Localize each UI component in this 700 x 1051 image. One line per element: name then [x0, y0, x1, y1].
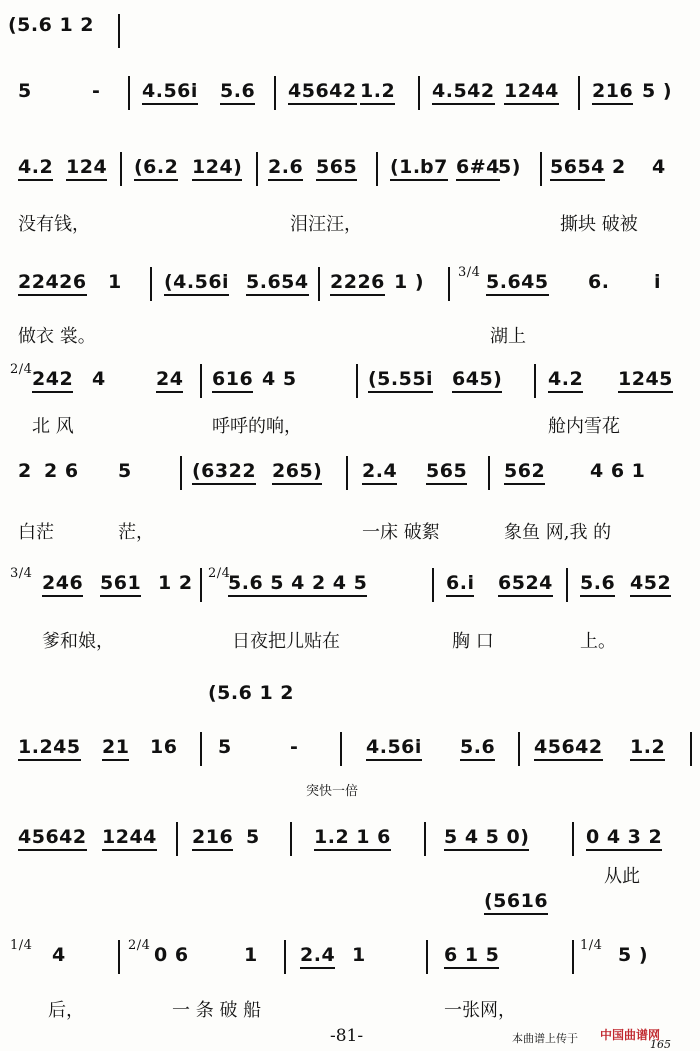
lyric-text: 象鱼 网,我 的 — [504, 522, 612, 543]
note-cell: 6524 — [498, 572, 553, 597]
note-cell: - — [290, 736, 299, 758]
note-cell: 645) — [452, 368, 502, 393]
barline — [120, 152, 122, 186]
note-cell: (6.2 — [134, 156, 178, 181]
barline — [256, 152, 258, 186]
lyric-text: 茫， — [118, 522, 154, 543]
note-cell: 5.654 — [246, 271, 309, 296]
barline — [150, 267, 152, 301]
note-cell: 265) — [272, 460, 322, 485]
note-cell: 5 ) — [618, 944, 649, 966]
lyric-text: 上。 — [580, 631, 616, 652]
barline — [540, 152, 542, 186]
note-cell: 242 — [32, 368, 73, 393]
barline — [578, 76, 580, 110]
note-cell: 6. — [588, 271, 610, 293]
lyric-text: 爹和娘， — [42, 631, 114, 652]
time-signature: 2/4 — [128, 938, 151, 953]
note-cell: 4.542 — [432, 80, 495, 105]
note-cell: 45642 — [18, 826, 87, 851]
note-cell: 4 5 — [262, 368, 297, 390]
note-cell: 2 6 — [44, 460, 79, 482]
lyric-text: 呼呼的响， — [212, 416, 302, 437]
note-cell: 216 — [592, 80, 633, 105]
time-signature: 1/4 — [10, 938, 33, 953]
note-cell: 562 — [504, 460, 545, 485]
note-cell: 0 6 — [154, 944, 189, 966]
note-cell: 2226 — [330, 271, 385, 296]
note-cell: (5.6 1 2 — [208, 682, 295, 704]
note-cell: 124) — [192, 156, 242, 181]
note-cell: 1 ) — [394, 271, 425, 293]
barline — [448, 267, 450, 301]
note-cell: (6322 — [192, 460, 256, 485]
barline — [340, 732, 342, 766]
barline — [432, 568, 434, 602]
lyric-text: 白茫 — [18, 522, 54, 543]
lyric-text: 一张网， — [444, 1000, 516, 1021]
barline — [376, 152, 378, 186]
note-cell: (5.6 1 2 — [8, 14, 95, 36]
barline — [180, 456, 182, 490]
note-cell: 1244 — [102, 826, 157, 851]
note-cell: 22426 — [18, 271, 87, 296]
page-footer — [0, 1026, 700, 1051]
note-cell: 4.56i — [366, 736, 422, 761]
barline — [118, 940, 120, 974]
note-cell: 5 — [246, 826, 260, 848]
lyric-text: 北 风 — [32, 416, 74, 437]
lyric-text: 湖上 — [490, 326, 526, 347]
time-signature: 2/4 — [208, 566, 231, 581]
note-cell: 216 — [192, 826, 233, 851]
note-cell: 5.6 — [220, 80, 255, 105]
note-cell: 452 — [630, 572, 671, 597]
barline — [572, 822, 574, 856]
lyric-text: 胸 口 — [452, 631, 494, 652]
barline — [566, 568, 568, 602]
note-cell: 5 ) — [642, 80, 673, 102]
note-cell: 5) — [498, 156, 521, 178]
note-cell: 6 1 5 — [444, 944, 499, 969]
note-cell: 4.2 — [18, 156, 53, 181]
lyric-text: 后， — [48, 1000, 84, 1021]
note-cell: 45642 — [288, 80, 357, 105]
time-signature: 3/4 — [10, 566, 33, 581]
note-cell: 2 — [18, 460, 32, 482]
note-cell: 0 4 3 2 — [586, 826, 662, 851]
note-cell: 1245 — [618, 368, 673, 393]
tempo-cue: 突快一倍 — [306, 784, 359, 799]
note-cell: (5616 — [484, 890, 548, 915]
note-cell: 4 — [92, 368, 106, 390]
time-signature: 3/4 — [458, 265, 481, 280]
note-cell: 4 — [52, 944, 66, 966]
barline — [356, 364, 358, 398]
note-cell: 5654 — [550, 156, 605, 181]
note-cell: 1 — [244, 944, 258, 966]
upload-credit: 本曲谱上传于 — [512, 1032, 578, 1045]
note-cell: 1.2 — [360, 80, 395, 105]
barline — [128, 76, 130, 110]
note-cell: 565 — [316, 156, 357, 181]
note-cell: 1 — [108, 271, 122, 293]
note-cell: (5.55i — [368, 368, 433, 393]
note-cell: 4 — [652, 156, 666, 178]
barline — [424, 822, 426, 856]
note-cell: 5.6 — [460, 736, 495, 761]
barline — [200, 732, 202, 766]
note-cell: 2.4 — [362, 460, 397, 485]
time-signature: 2/4 — [10, 362, 33, 377]
lyric-text: 日夜把儿贴在 — [232, 631, 340, 652]
barline — [690, 732, 692, 766]
note-cell: 5 — [218, 736, 232, 758]
note-cell: b7 — [420, 156, 448, 181]
note-cell: 561 — [100, 572, 141, 597]
note-cell: 5 — [18, 80, 32, 102]
barline — [488, 456, 490, 490]
barline — [426, 940, 428, 974]
note-cell: 1 — [352, 944, 366, 966]
note-cell: 616 — [212, 368, 253, 393]
note-cell: 45642 — [534, 736, 603, 761]
note-cell: 4 6 1 — [590, 460, 646, 482]
note-cell: 1.245 — [18, 736, 81, 761]
note-cell: 6.i — [446, 572, 474, 597]
note-cell: (4.56i — [164, 271, 229, 296]
lyric-text: 一床 破絮 — [362, 522, 440, 543]
note-cell: 1 2 — [158, 572, 193, 594]
barline — [518, 732, 520, 766]
note-cell: 2.6 — [268, 156, 303, 181]
lyric-text: 舱内雪花 — [548, 416, 620, 437]
note-cell: 2.4 — [300, 944, 335, 969]
lyric-text: 泪汪汪， — [290, 214, 362, 235]
barline — [284, 940, 286, 974]
note-cell: 1.2 1 6 — [314, 826, 391, 851]
corner-page-number: 165 — [650, 1038, 671, 1051]
note-cell: 4.56i — [142, 80, 198, 105]
note-cell: 6#4 — [456, 156, 500, 181]
note-cell: 565 — [426, 460, 467, 485]
page-number: -81- — [330, 1026, 364, 1046]
note-cell: 1244 — [504, 80, 559, 105]
note-cell: 5 4 5 0) — [444, 826, 529, 851]
barline — [534, 364, 536, 398]
note-cell: 24 — [156, 368, 183, 393]
note-cell: 16 — [150, 736, 178, 758]
note-cell: 5.6 — [580, 572, 615, 597]
note-cell: 5.6 5 4 2 4 5 — [228, 572, 367, 597]
note-cell: (1. — [390, 156, 421, 181]
lyric-text: 一 条 破 船 — [172, 1000, 262, 1021]
note-cell: 2 — [612, 156, 626, 178]
note-cell: 4.2 — [548, 368, 583, 393]
barline — [200, 364, 202, 398]
note-cell: 5 — [118, 460, 132, 482]
barline — [318, 267, 320, 301]
note-cell: i — [654, 271, 662, 293]
note-cell: - — [92, 80, 101, 102]
barline — [200, 568, 202, 602]
note-cell: 1.2 — [630, 736, 665, 761]
lyric-text: 从此 — [604, 866, 640, 887]
lyric-text: 没有钱， — [18, 214, 90, 235]
note-cell: 124 — [66, 156, 107, 181]
barline — [290, 822, 292, 856]
lyric-text: 撕块 破被 — [560, 214, 638, 235]
lyric-text: 做衣 裳。 — [18, 326, 96, 347]
note-cell: 5.645 — [486, 271, 549, 296]
barline — [274, 76, 276, 110]
time-signature: 1/4 — [580, 938, 603, 953]
note-cell: 21 — [102, 736, 129, 761]
barline — [176, 822, 178, 856]
note-cell: 246 — [42, 572, 83, 597]
barline — [346, 456, 348, 490]
barline — [418, 76, 420, 110]
barline — [118, 14, 120, 48]
site-logo-text: 中国曲谱网 — [600, 1028, 661, 1042]
barline — [572, 940, 574, 974]
